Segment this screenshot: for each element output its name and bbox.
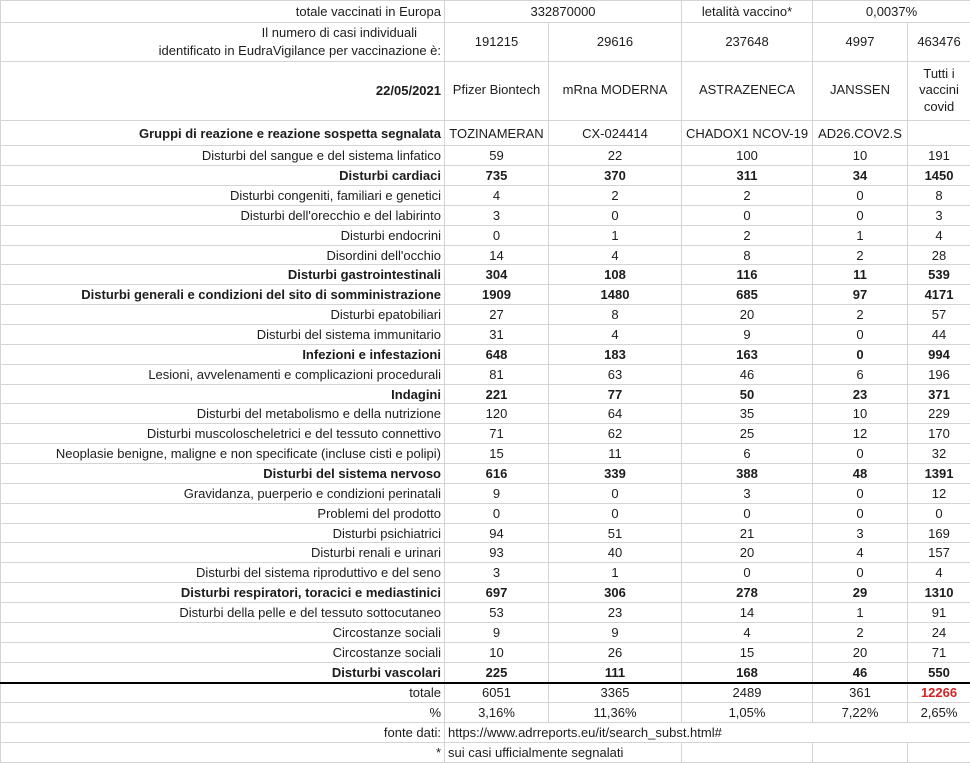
reaction-value: 11: [813, 265, 908, 285]
reaction-value: 10: [445, 642, 549, 662]
reaction-value: 1: [549, 225, 682, 245]
reaction-row: [1, 523, 970, 543]
reaction-value: 20: [813, 642, 908, 662]
reaction-label: Disturbi endocrini: [1, 225, 445, 245]
vaccine-all: Tutti i vaccini covid: [908, 61, 970, 121]
reaction-row: [1, 622, 970, 642]
reaction-label: Disturbi epatobiliari: [1, 305, 445, 325]
reaction-label: Neoplasie benigne, maligne e non specificate (incluse cisti e polipi): [1, 444, 445, 464]
reaction-value: 44: [908, 325, 970, 345]
individual-cases-label-line2: identificato in EudraVigilance per vaccinazione è:: [158, 42, 441, 58]
reaction-label: Disturbi del sistema riproduttivo e del seno: [1, 563, 445, 583]
reaction-value: 0: [682, 205, 813, 225]
individual-cases-label-line1: Il numero di casi individuali: [261, 25, 417, 41]
reaction-value: 648: [445, 344, 549, 364]
reaction-row: [1, 503, 970, 523]
individual-cases-row: [1, 22, 970, 61]
code-all: [908, 121, 970, 146]
reaction-value: 157: [908, 543, 970, 563]
reaction-value: 0: [908, 503, 970, 523]
reaction-label: Problemi del prodotto: [1, 503, 445, 523]
reaction-value: 14: [682, 603, 813, 623]
reaction-row: [1, 344, 970, 364]
reaction-value: 0: [549, 483, 682, 503]
reaction-label: Disturbi renali e urinari: [1, 543, 445, 563]
reaction-value: 8: [549, 305, 682, 325]
reaction-value: 4: [549, 245, 682, 265]
reaction-row: [1, 205, 970, 225]
reaction-row: [1, 662, 970, 682]
reaction-value: 196: [908, 364, 970, 384]
vaccine-names-row: [1, 61, 970, 121]
reaction-value: 57: [908, 305, 970, 325]
percent-janssen: 7,22%: [813, 703, 908, 723]
reaction-value: 183: [549, 344, 682, 364]
reaction-value: 27: [445, 305, 549, 325]
reaction-value: 221: [445, 384, 549, 404]
empty-cell: [908, 743, 970, 763]
reaction-value: 1450: [908, 166, 970, 186]
reaction-value: 0: [813, 503, 908, 523]
report-date: 22/05/2021: [1, 61, 445, 121]
reaction-value: 4: [813, 543, 908, 563]
reaction-value: 735: [445, 166, 549, 186]
reaction-value: 0: [549, 503, 682, 523]
reaction-value: 40: [549, 543, 682, 563]
reaction-value: 9: [549, 622, 682, 642]
reaction-value: 15: [445, 444, 549, 464]
cases-janssen: 4997: [813, 22, 908, 61]
reaction-value: 2: [813, 305, 908, 325]
cases-pfizer: 191215: [445, 22, 549, 61]
reaction-row: [1, 384, 970, 404]
reaction-value: 2: [813, 245, 908, 265]
reaction-value: 9: [445, 622, 549, 642]
reaction-row: [1, 186, 970, 206]
reaction-label: Disturbi del metabolismo e della nutrizione: [1, 404, 445, 424]
reaction-row: [1, 603, 970, 623]
reaction-value: 12: [908, 483, 970, 503]
reaction-value: 34: [813, 166, 908, 186]
reaction-value: 0: [813, 186, 908, 206]
reaction-value: 28: [908, 245, 970, 265]
empty-cell: [682, 743, 813, 763]
reaction-value: 306: [549, 583, 682, 603]
reaction-label: Disturbi della pelle e del tessuto sottocutaneo: [1, 603, 445, 623]
source-row: [1, 723, 970, 743]
reaction-value: 2: [682, 225, 813, 245]
code-moderna: CX-024414: [549, 121, 682, 146]
total-vaccinated-value: 332870000: [445, 1, 682, 23]
reaction-value: 1: [813, 225, 908, 245]
reaction-value: 697: [445, 583, 549, 603]
reaction-value: 94: [445, 523, 549, 543]
reaction-value: 10: [813, 404, 908, 424]
reaction-value: 111: [549, 662, 682, 682]
reaction-row: [1, 543, 970, 563]
reaction-value: 31: [445, 325, 549, 345]
reaction-label: Disturbi respiratori, toracici e mediastinici: [1, 583, 445, 603]
reaction-value: 116: [682, 265, 813, 285]
reaction-label: Disturbi del sangue e del sistema linfatico: [1, 146, 445, 166]
reaction-value: 71: [908, 642, 970, 662]
vaccine-moderna: mRna MODERNA: [549, 61, 682, 121]
reaction-row: [1, 245, 970, 265]
percent-all: 2,65%: [908, 703, 970, 723]
reaction-value: 24: [908, 622, 970, 642]
cases-astrazeneca: 237648: [682, 22, 813, 61]
vaccine-codes-row: [1, 121, 970, 146]
reaction-value: 81: [445, 364, 549, 384]
total-janssen: 361: [813, 683, 908, 703]
percent-moderna: 11,36%: [549, 703, 682, 723]
reaction-value: 0: [682, 563, 813, 583]
reaction-row: [1, 404, 970, 424]
reaction-row: [1, 146, 970, 166]
reaction-value: 15: [682, 642, 813, 662]
reaction-value: 11: [549, 444, 682, 464]
reaction-value: 32: [908, 444, 970, 464]
reaction-row: [1, 563, 970, 583]
reaction-label: Disturbi congeniti, familiari e genetici: [1, 186, 445, 206]
reaction-label: Circostanze sociali: [1, 642, 445, 662]
reaction-value: 51: [549, 523, 682, 543]
reaction-label: Disordini dell'occhio: [1, 245, 445, 265]
reaction-value: 1480: [549, 285, 682, 305]
reaction-value: 304: [445, 265, 549, 285]
reaction-value: 3: [682, 483, 813, 503]
reaction-value: 26: [549, 642, 682, 662]
total-pfizer: 6051: [445, 683, 549, 703]
reaction-label: Infezioni e infestazioni: [1, 344, 445, 364]
reaction-row: [1, 285, 970, 305]
reaction-value: 616: [445, 464, 549, 484]
reaction-row: [1, 325, 970, 345]
reaction-value: 1: [813, 603, 908, 623]
reaction-row: [1, 583, 970, 603]
reaction-value: 6: [682, 444, 813, 464]
reaction-value: 3: [813, 523, 908, 543]
source-url[interactable]: https://www.adrreports.eu/it/search_subst.html#: [445, 723, 970, 743]
source-label: fonte dati:: [1, 723, 445, 743]
reaction-value: 63: [549, 364, 682, 384]
reaction-label: Disturbi vascolari: [1, 662, 445, 682]
reaction-value: 22: [549, 146, 682, 166]
reaction-label: Indagini: [1, 384, 445, 404]
reaction-value: 53: [445, 603, 549, 623]
total-astrazeneca: 2489: [682, 683, 813, 703]
reaction-row: [1, 166, 970, 186]
reaction-row: [1, 642, 970, 662]
vaccine-pfizer: Pfizer Biontech: [445, 61, 549, 121]
reaction-value: 14: [445, 245, 549, 265]
reaction-value: 0: [445, 225, 549, 245]
reaction-value: 9: [682, 325, 813, 345]
footer-section: [1, 683, 970, 763]
reaction-value: 225: [445, 662, 549, 682]
reaction-label: Disturbi generali e condizioni del sito di somministrazione: [1, 285, 445, 305]
reaction-value: 93: [445, 543, 549, 563]
total-vaccinated-row: [1, 1, 970, 23]
total-label: totale: [1, 683, 445, 703]
reaction-value: 8: [908, 186, 970, 206]
reaction-value: 23: [813, 384, 908, 404]
reaction-row: [1, 483, 970, 503]
reaction-value: 4: [908, 225, 970, 245]
reaction-row: [1, 225, 970, 245]
reaction-value: 2: [549, 186, 682, 206]
reaction-label: Circostanze sociali: [1, 622, 445, 642]
reaction-value: 371: [908, 384, 970, 404]
reaction-value: 62: [549, 424, 682, 444]
reaction-value: 0: [549, 205, 682, 225]
reaction-value: 20: [682, 543, 813, 563]
group-header-label: Gruppi di reazione e reazione sospetta segnalata: [1, 121, 445, 146]
reaction-value: 4: [549, 325, 682, 345]
reaction-value: 21: [682, 523, 813, 543]
reaction-row: [1, 464, 970, 484]
total-moderna: 3365: [549, 683, 682, 703]
reaction-label: Disturbi gastrointestinali: [1, 265, 445, 285]
reaction-value: 108: [549, 265, 682, 285]
reaction-row: [1, 305, 970, 325]
reaction-value: 25: [682, 424, 813, 444]
cases-all: 463476: [908, 22, 970, 61]
reaction-value: 0: [682, 503, 813, 523]
code-astrazeneca: CHADOX1 NCOV-19: [682, 121, 813, 146]
reaction-value: 163: [682, 344, 813, 364]
reaction-value: 388: [682, 464, 813, 484]
reaction-value: 539: [908, 265, 970, 285]
reaction-value: 4: [682, 622, 813, 642]
reaction-value: 1310: [908, 583, 970, 603]
reaction-value: 168: [682, 662, 813, 682]
percent-astrazeneca: 1,05%: [682, 703, 813, 723]
reaction-value: 20: [682, 305, 813, 325]
reaction-value: 2: [682, 186, 813, 206]
reaction-row: [1, 444, 970, 464]
reaction-value: 4: [908, 563, 970, 583]
reaction-value: 71: [445, 424, 549, 444]
reaction-value: 8: [682, 245, 813, 265]
reaction-value: 0: [813, 344, 908, 364]
reaction-value: 9: [445, 483, 549, 503]
reaction-value: 0: [445, 503, 549, 523]
reaction-value: 48: [813, 464, 908, 484]
reaction-value: 1: [549, 563, 682, 583]
individual-cases-label: [1, 22, 445, 61]
reaction-value: 4171: [908, 285, 970, 305]
percent-label: %: [1, 703, 445, 723]
reaction-value: 994: [908, 344, 970, 364]
cases-moderna: 29616: [549, 22, 682, 61]
vaccine-janssen: JANSSEN: [813, 61, 908, 121]
reaction-value: 1391: [908, 464, 970, 484]
reaction-label: Disturbi del sistema nervoso: [1, 464, 445, 484]
total-vaccinated-label: totale vaccinati in Europa: [1, 1, 445, 23]
reaction-label: Disturbi dell'orecchio e del labirinto: [1, 205, 445, 225]
code-janssen: AD26.COV2.S: [813, 121, 908, 146]
reaction-label: Gravidanza, puerperio e condizioni perinatali: [1, 483, 445, 503]
reaction-value: 4: [445, 186, 549, 206]
reaction-value: 97: [813, 285, 908, 305]
reaction-value: 370: [549, 166, 682, 186]
reaction-value: 3: [445, 205, 549, 225]
header-section: [1, 1, 970, 146]
vaccine-astrazeneca: ASTRAZENECA: [682, 61, 813, 121]
reaction-value: 0: [813, 563, 908, 583]
empty-cell: [813, 743, 908, 763]
reaction-value: 229: [908, 404, 970, 424]
footnote-text: sui casi ufficialmente segnalati: [445, 743, 682, 763]
reaction-value: 278: [682, 583, 813, 603]
reaction-value: 3: [445, 563, 549, 583]
reaction-row: [1, 424, 970, 444]
reaction-value: 0: [813, 483, 908, 503]
reaction-value: 120: [445, 404, 549, 424]
reaction-value: 29: [813, 583, 908, 603]
reaction-value: 91: [908, 603, 970, 623]
reaction-label: Disturbi del sistema immunitario: [1, 325, 445, 345]
reaction-row: [1, 265, 970, 285]
reaction-value: 50: [682, 384, 813, 404]
reaction-value: 100: [682, 146, 813, 166]
reaction-value: 311: [682, 166, 813, 186]
reaction-row: [1, 364, 970, 384]
footnote-marker: *: [1, 743, 445, 763]
lethality-label: letalità vaccino*: [682, 1, 813, 23]
reaction-value: 59: [445, 146, 549, 166]
percent-row: [1, 703, 970, 723]
reaction-value: 1909: [445, 285, 549, 305]
reaction-value: 46: [682, 364, 813, 384]
reaction-label: Disturbi muscoloscheletrici e del tessuto connettivo: [1, 424, 445, 444]
percent-pfizer: 3,16%: [445, 703, 549, 723]
reaction-label: Disturbi psichiatrici: [1, 523, 445, 543]
reaction-rows-section: [1, 146, 970, 683]
reaction-value: 6: [813, 364, 908, 384]
lethality-value: 0,0037%: [813, 1, 970, 23]
reaction-label: Disturbi cardiaci: [1, 166, 445, 186]
reaction-value: 10: [813, 146, 908, 166]
reaction-value: 0: [813, 325, 908, 345]
reaction-value: 191: [908, 146, 970, 166]
reaction-value: 35: [682, 404, 813, 424]
reaction-value: 12: [813, 424, 908, 444]
reaction-value: 77: [549, 384, 682, 404]
reaction-value: 23: [549, 603, 682, 623]
reaction-value: 0: [813, 205, 908, 225]
reaction-value: 0: [813, 444, 908, 464]
reaction-value: 170: [908, 424, 970, 444]
reaction-value: 64: [549, 404, 682, 424]
reaction-value: 550: [908, 662, 970, 682]
reaction-value: 339: [549, 464, 682, 484]
code-pfizer: TOZINAMERAN: [445, 121, 549, 146]
total-row: [1, 683, 970, 703]
reaction-value: 169: [908, 523, 970, 543]
reaction-value: 46: [813, 662, 908, 682]
reaction-label: Lesioni, avvelenamenti e complicazioni procedurali: [1, 364, 445, 384]
reaction-value: 2: [813, 622, 908, 642]
reaction-value: 685: [682, 285, 813, 305]
reaction-value: 3: [908, 205, 970, 225]
total-all: 12266: [908, 683, 970, 703]
footnote-row: [1, 743, 970, 763]
